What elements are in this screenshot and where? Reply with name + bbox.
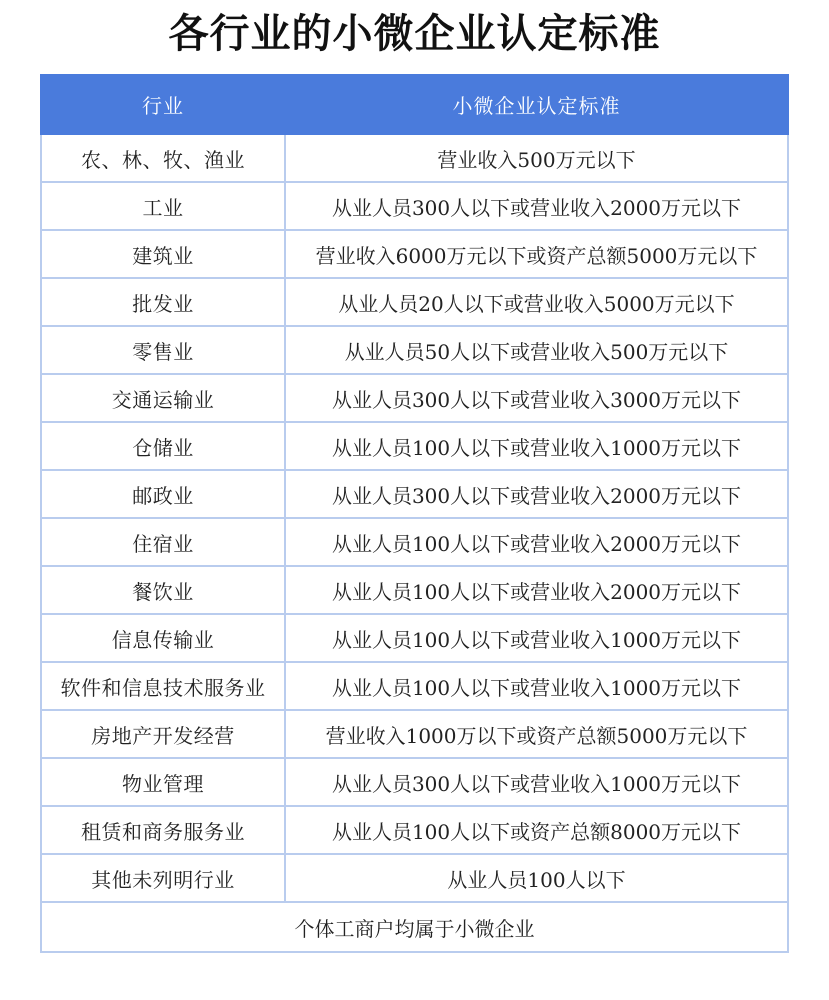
standards-table	[40, 74, 789, 953]
standard-cell: 从业人员20人以下或营业收入5000万元以下	[285, 278, 788, 326]
footer-note: 个体工商户均属于小微企业	[41, 902, 788, 952]
table-row	[41, 710, 788, 758]
table-row	[41, 518, 788, 566]
industry-cell: 仓储业	[41, 422, 285, 470]
standard-cell: 营业收入6000万元以下或资产总额5000万元以下	[285, 230, 788, 278]
table-row	[41, 278, 788, 326]
table-header-row	[41, 75, 788, 134]
table-row	[41, 374, 788, 422]
standard-cell: 从业人员50人以下或营业收入500万元以下	[285, 326, 788, 374]
industry-cell: 交通运输业	[41, 374, 285, 422]
table-footer-row	[41, 902, 788, 952]
table-row	[41, 230, 788, 278]
industry-cell: 信息传输业	[41, 614, 285, 662]
industry-cell: 零售业	[41, 326, 285, 374]
industry-cell: 农、林、牧、渔业	[41, 134, 285, 182]
table-body	[41, 134, 788, 952]
standard-cell: 从业人员300人以下或营业收入2000万元以下	[285, 470, 788, 518]
standard-cell: 从业人员300人以下或营业收入1000万元以下	[285, 758, 788, 806]
standard-cell: 从业人员300人以下或营业收入3000万元以下	[285, 374, 788, 422]
table-row	[41, 806, 788, 854]
column-header-industry: 行业	[41, 75, 285, 134]
standard-cell: 从业人员100人以下	[285, 854, 788, 902]
table-row	[41, 854, 788, 902]
table-row	[41, 662, 788, 710]
table-row	[41, 566, 788, 614]
standard-cell: 营业收入1000万以下或资产总额5000万元以下	[285, 710, 788, 758]
table-row	[41, 470, 788, 518]
industry-cell: 邮政业	[41, 470, 285, 518]
industry-cell: 餐饮业	[41, 566, 285, 614]
table-row	[41, 182, 788, 230]
industry-cell: 住宿业	[41, 518, 285, 566]
page-title: 各行业的小微企业认定标准	[168, 11, 661, 57]
industry-cell: 物业管理	[41, 758, 285, 806]
standard-cell: 从业人员100人以下或资产总额8000万元以下	[285, 806, 788, 854]
table-row	[41, 134, 788, 182]
table-row	[41, 758, 788, 806]
column-header-standard: 小微企业认定标准	[285, 75, 788, 134]
standard-cell: 从业人员100人以下或营业收入1000万元以下	[285, 422, 788, 470]
industry-cell: 软件和信息技术服务业	[41, 662, 285, 710]
industry-cell: 其他未列明行业	[41, 854, 285, 902]
industry-cell: 建筑业	[41, 230, 285, 278]
industry-cell: 批发业	[41, 278, 285, 326]
table-row	[41, 422, 788, 470]
standard-cell: 从业人员100人以下或营业收入2000万元以下	[285, 518, 788, 566]
standard-cell: 营业收入500万元以下	[285, 134, 788, 182]
table-row	[41, 614, 788, 662]
industry-cell: 租赁和商务服务业	[41, 806, 285, 854]
standard-cell: 从业人员100人以下或营业收入2000万元以下	[285, 566, 788, 614]
table-row	[41, 326, 788, 374]
industry-cell: 房地产开发经营	[41, 710, 285, 758]
standard-cell: 从业人员300人以下或营业收入2000万元以下	[285, 182, 788, 230]
standard-cell: 从业人员100人以下或营业收入1000万元以下	[285, 662, 788, 710]
industry-cell: 工业	[41, 182, 285, 230]
standard-cell: 从业人员100人以下或营业收入1000万元以下	[285, 614, 788, 662]
